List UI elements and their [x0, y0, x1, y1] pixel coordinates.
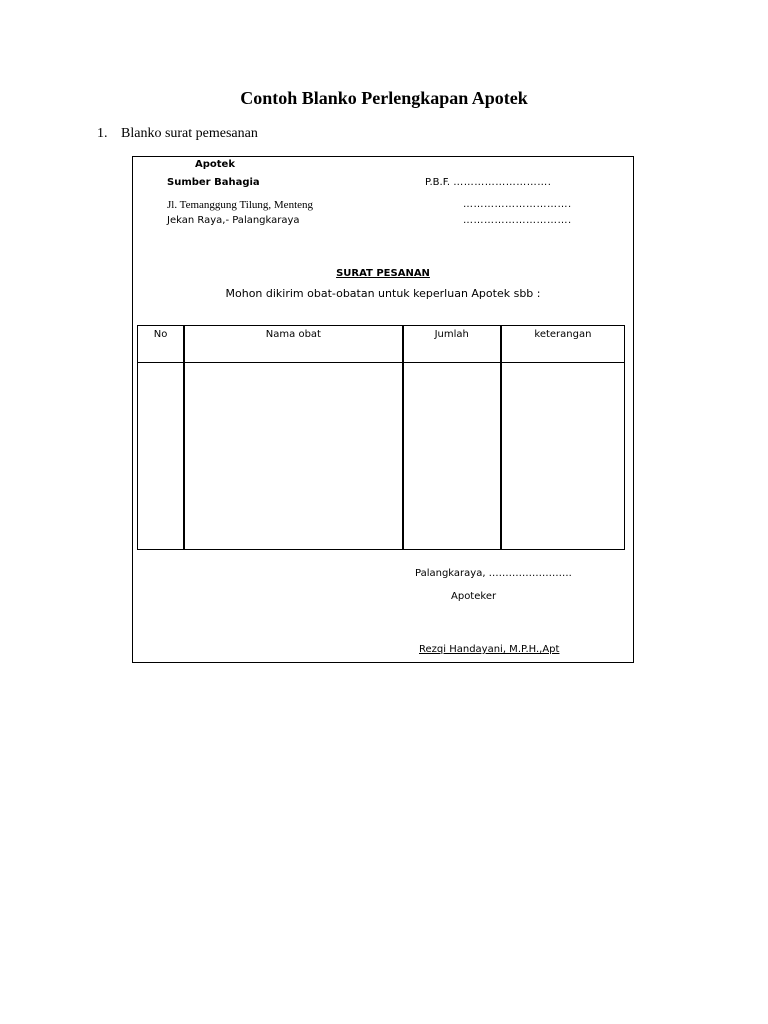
address-dots-1: ………………………….: [463, 199, 572, 210]
table-cell-jumlah[interactable]: [403, 363, 501, 550]
page-title: Contoh Blanko Perlengkapan Apotek: [240, 88, 528, 108]
column-header-no: No: [138, 326, 185, 363]
order-form: [132, 156, 634, 663]
signer-role: Apoteker: [451, 591, 497, 602]
order-table: [137, 325, 625, 550]
column-header-nama-obat: Nama obat: [184, 326, 403, 363]
table-cell-no[interactable]: [138, 363, 185, 550]
signer-name: Rezqi Handayani, M.P.H.,Apt: [419, 644, 560, 655]
address-dots-2: ………………………….: [463, 215, 572, 226]
pbf-label: P.B.F.: [425, 177, 451, 188]
table-cell-keterangan[interactable]: [501, 363, 625, 550]
form-subheading: Mohon dikirim obat-obatan untuk keperluan Apotek sbb :: [225, 287, 541, 300]
column-header-jumlah: Jumlah: [403, 326, 501, 363]
form-heading: SURAT PESANAN: [336, 268, 430, 279]
pbf-field: [425, 177, 551, 188]
table-cell-nama-obat[interactable]: [184, 363, 403, 550]
list-number: 1.: [97, 126, 108, 141]
address-line-1: Jl. Temanggung Tilung, Menteng: [167, 199, 314, 211]
list-item: [97, 126, 258, 142]
column-header-keterangan: keterangan: [501, 326, 625, 363]
address-line-2: Jekan Raya,- Palangkaraya: [167, 215, 300, 226]
pharmacy-label: Apotek: [195, 159, 235, 170]
table-row: [138, 363, 625, 550]
table-header-row: [138, 326, 625, 363]
place-date: Palangkaraya, …………………….: [415, 568, 572, 579]
list-label: Blanko surat pemesanan: [121, 126, 258, 141]
pbf-dots: ……………………….: [453, 177, 552, 188]
pharmacy-name: Sumber Bahagia: [167, 177, 260, 188]
